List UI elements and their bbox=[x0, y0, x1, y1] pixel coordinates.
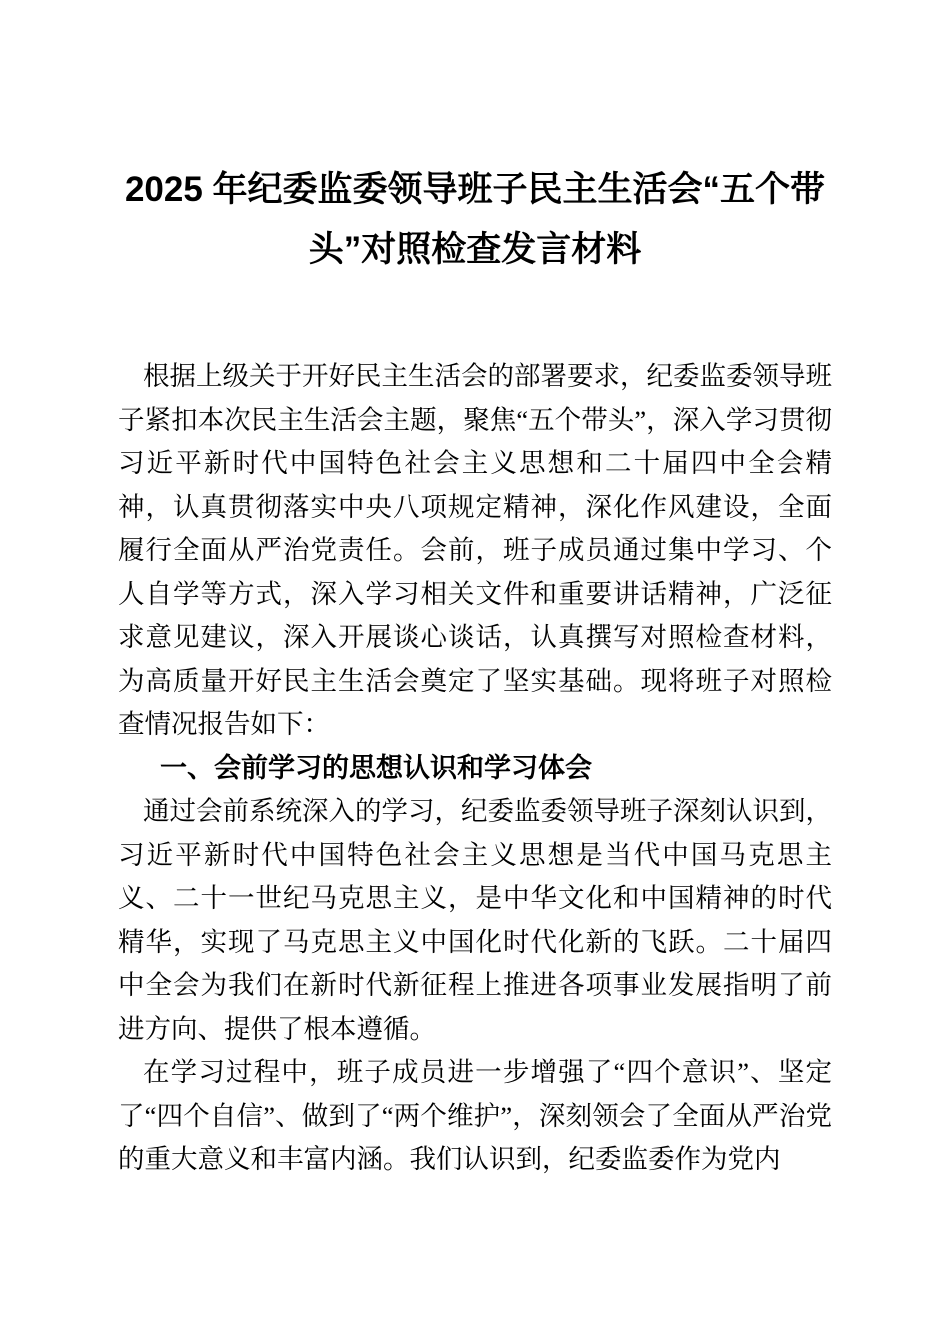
paragraph-intro: 根据上级关于开好民主生活会的部署要求，纪委监委领导班子紧扣本次民主生活会主题，聚焦“五个带头”，深入学习贯彻习近平新时代中国特色社会主义思想和二十届四中全会精神，认真贯彻落实中央八项规定精神，深化作风建设，全面履行全面从严治党责任。会前，班子成员通过集中学习、个人自学等方式，深入学习相关文件和重要讲话精神，广泛征求意见建议，深入开展谈心谈话，认真撰写对照检查材料，为高质量开好民主生活会奠定了坚实基础。现将班子对照检查情况报告如下： bbox=[118, 361, 832, 739]
section-heading-1: 一、会前学习的思想认识和学习体会 bbox=[160, 752, 592, 783]
document-title: 2025 年纪委监委领导班子民主生活会“五个带头”对照检查发言材料 bbox=[124, 170, 826, 269]
paragraph-study-process: 在学习过程中，班子成员进一步增强了“四个意识”、坚定了“四个自信”、做到了“两个维护”，深刻领会了全面从严治党的重大意义和丰富内涵。我们认识到，纪委监委作为党内 bbox=[118, 1057, 832, 1174]
paragraph-study-understanding: 通过会前系统深入的学习，纪委监委领导班子深刻认识到，习近平新时代中国特色社会主义思想是当代中国马克思主义、二十一世纪马克思主义，是中华文化和中国精神的时代精华，实现了马克思主义中国化时代化新的飞跃。二十届四中全会为我们在新时代新征程上推进各项事业发展指明了前进方向、提供了根本遵循。 bbox=[118, 796, 832, 1044]
